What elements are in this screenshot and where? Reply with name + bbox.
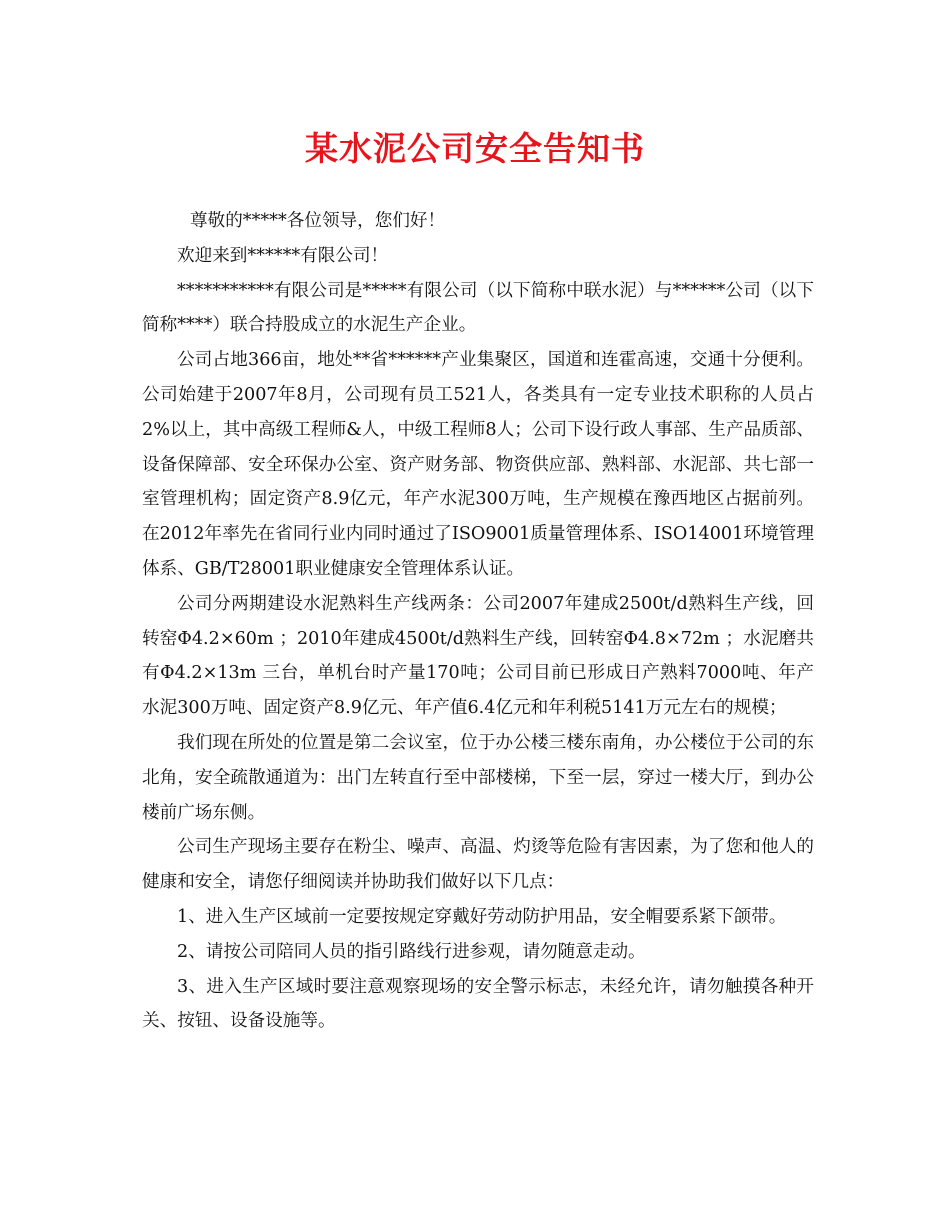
document-title: 某水泥公司安全告知书 (305, 129, 645, 168)
greeting-paragraph: 尊敬的*****各位领导，您们好！ (190, 211, 446, 231)
safety-rule-3: 3、进入生产区域时要注意观察现场的安全警示标志，未经允许，请勿触摸各种开关、按钮、设备设施等。 (142, 976, 814, 1032)
company-profile-paragraph: 公司占地366亩，地处**省******产业集聚区，国道和连霍高速，交通十分便利。公司始建于2007年8月，公司现有员工521人，各类具有一定专业技术职称的人员占2%以上，其中高级工程师&人，中级工程师8人；公司下设行政人事部、生产品质部、设备保障部、安全环保办公室、资产财务部、物资供应部、熟料部、水泥部、共七部一室管理机构；固定资产8.9亿元，年产水泥300万吨，生产规模在豫西地区占据前列。在2012年率先在省同行业内同时通过了ISO9001质量管理体系、ISO14001环境管理体系、GB/T28001职业健康安全管理体系认证。 (142, 350, 814, 579)
location-evacuation-paragraph: 我们现在所处的位置是第二会议室，位于办公楼三楼东南角，办公楼位于公司的东北角，安全疏散通道为：出门左转直行至中部楼梯，下至一层，穿过一楼大厅，到办公楼前广场东侧。 (142, 732, 814, 823)
production-lines-paragraph: 公司分两期建设水泥熟料生产线两条：公司2007年建成2500t/d熟料生产线，回转窑Φ4.2×60m ；2010年建成4500t/d熟料生产线，回转窑Φ4.8×72m ；水泥磨共有Φ4.2×13m 三台，单机台时产量170吨；公司目前已形成日产熟料7000吨、年产水泥300万吨、固定资产8.9亿元、年产值6.4亿元和年利税5141万元左右的规模； (142, 593, 814, 719)
safety-rule-1: 1、进入生产区域前一定要按规定穿戴好劳动防护用品，安全帽要系紧下颌带。 (177, 906, 787, 927)
company-intro-paragraph: ***********有限公司是*****有限公司（以下简称中联水泥）与******公司（以下简称****）联合持股成立的水泥生产企业。 (142, 280, 814, 336)
hazards-paragraph: 公司生产现场主要存在粉尘、噪声、高温、灼烫等危险有害因素，为了您和他人的健康和安全，请您仔细阅读并协助我们做好以下几点： (142, 837, 814, 893)
welcome-paragraph: 欢迎来到******有限公司！ (177, 245, 389, 266)
document-body (142, 204, 814, 1039)
safety-rule-2: 2、请按公司陪同人员的指引路线行进参观，请勿随意走动。 (177, 941, 646, 962)
